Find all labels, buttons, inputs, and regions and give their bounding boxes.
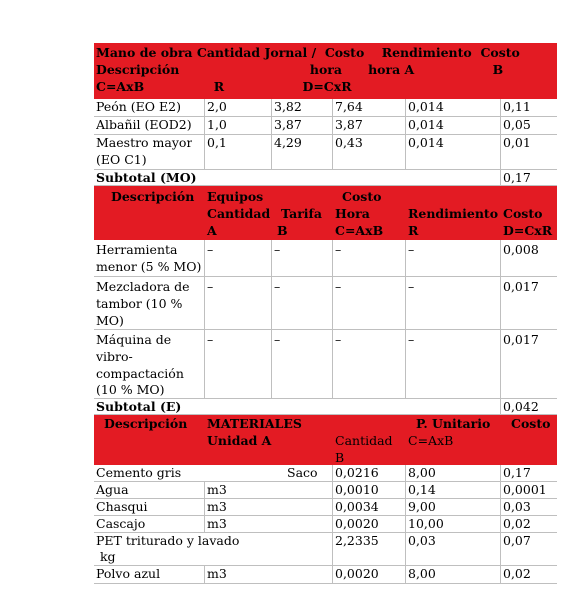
table-row xyxy=(94,135,557,170)
table-row xyxy=(94,277,557,330)
mat-qty: 0,0216 xyxy=(335,465,379,480)
table-row xyxy=(94,533,557,566)
equip-desc: Herramienta xyxy=(96,242,178,257)
mat-total: 0,17 xyxy=(503,465,531,480)
mat-desc: Chasqui xyxy=(96,499,148,514)
equip-desc: Máquina de xyxy=(96,332,172,347)
equip-c4: – xyxy=(408,332,415,347)
equip-subtotal-label: Subtotal (E) xyxy=(96,399,182,414)
mat-total: 0,02 xyxy=(503,516,531,531)
labor-costo: 7,64 xyxy=(335,99,363,114)
labor-jornal: 3,87 xyxy=(274,117,302,132)
labor-costo: 3,87 xyxy=(335,117,363,132)
equip-h-equipos: Equipos xyxy=(207,189,264,204)
mat-total: 0,07 xyxy=(503,533,531,548)
table-row xyxy=(94,482,557,499)
mat-unit: Saco xyxy=(287,465,318,480)
equip-h-hora: Hora xyxy=(335,206,370,221)
mat-h-punit: P. Unitario xyxy=(416,416,491,431)
mat-unit: m3 xyxy=(207,566,227,581)
equip-h-a: A xyxy=(207,223,217,238)
mat-price: 9,00 xyxy=(408,499,436,514)
mat-desc-line2: kg xyxy=(96,549,116,564)
mat-total: 0,03 xyxy=(503,499,531,514)
mat-h-b: B xyxy=(335,450,345,465)
mat-qty: 0,0020 xyxy=(335,516,379,531)
mat-h-materiales: MATERIALES xyxy=(207,416,302,431)
mat-unit: m3 xyxy=(207,499,227,514)
labor-total: 0,05 xyxy=(503,117,531,132)
mat-desc: Cascajo xyxy=(96,516,146,531)
equip-c3: – xyxy=(335,332,342,347)
mat-desc: Polvo azul xyxy=(96,566,161,581)
equip-desc-line3: MO) xyxy=(96,313,124,328)
labor-jornal: 4,29 xyxy=(274,135,302,150)
table-row xyxy=(94,117,557,135)
equipment-subtotal-row xyxy=(94,399,557,415)
labor-desc: Albañil (EOD2) xyxy=(96,117,192,132)
materials-header xyxy=(94,415,557,465)
equip-c2: – xyxy=(274,279,281,294)
equip-c4: – xyxy=(408,279,415,294)
table-row xyxy=(94,330,557,399)
mat-desc: PET triturado y lavado xyxy=(96,533,240,548)
mat-h-desc: Descripción xyxy=(104,416,188,431)
equip-h-tarifa: Tarifa xyxy=(281,206,323,221)
equip-h-costo2: Costo xyxy=(503,206,543,221)
labor-subtotal-row xyxy=(94,170,557,186)
mat-unit: m3 xyxy=(207,482,227,497)
equip-h-cab: C=AxB xyxy=(335,223,384,238)
labor-rend: 0,014 xyxy=(408,117,444,132)
mat-total: 0,02 xyxy=(503,566,531,581)
mat-total: 0,0001 xyxy=(503,482,547,497)
mat-desc: Cemento gris xyxy=(96,465,182,480)
mat-unit: m3 xyxy=(207,516,227,531)
mat-h-costo: Costo xyxy=(511,416,551,431)
table-row xyxy=(94,499,557,516)
mat-h-unidad: Unidad A xyxy=(207,433,272,448)
equip-c2: – xyxy=(274,332,281,347)
cost-table xyxy=(94,43,557,584)
equip-c3: – xyxy=(335,279,342,294)
mat-price: 0,03 xyxy=(408,533,436,548)
labor-costo: 0,43 xyxy=(335,135,363,150)
equip-h-dcr: D=CxR xyxy=(503,223,553,238)
labor-header-line2: Descripción hora hora A B xyxy=(96,62,504,77)
labor-subtotal-value: 0,17 xyxy=(503,170,531,185)
mat-price: 0,14 xyxy=(408,482,436,497)
equip-c3: – xyxy=(335,242,342,257)
equip-subtotal-value: 0,042 xyxy=(503,399,539,414)
equip-h-r: R xyxy=(408,223,419,238)
labor-cantidad: 0,1 xyxy=(207,135,227,150)
labor-jornal: 3,82 xyxy=(274,99,302,114)
equipment-header xyxy=(94,186,557,240)
mat-qty: 0,0034 xyxy=(335,499,379,514)
equip-c4: – xyxy=(408,242,415,257)
equip-desc-line3: compactación xyxy=(96,366,184,381)
equip-h-costo: Costo xyxy=(342,189,382,204)
equip-total: 0,017 xyxy=(503,279,539,294)
equip-h-desc: Descripción xyxy=(111,189,195,204)
labor-cantidad: 2,0 xyxy=(207,99,227,114)
equip-desc: Mezcladora de xyxy=(96,279,190,294)
mat-price: 10,00 xyxy=(408,516,444,531)
mat-price: 8,00 xyxy=(408,465,436,480)
labor-cantidad: 1,0 xyxy=(207,117,227,132)
labor-subtotal-label: Subtotal (MO) xyxy=(96,170,197,185)
mat-price: 8,00 xyxy=(408,566,436,581)
equip-total: 0,008 xyxy=(503,242,539,257)
equip-desc-line2: menor (5 % MO) xyxy=(96,259,202,274)
table-row xyxy=(94,516,557,533)
table-row xyxy=(94,566,557,584)
labor-total: 0,01 xyxy=(503,135,531,150)
labor-rend: 0,014 xyxy=(408,99,444,114)
equip-desc-line4: (10 % MO) xyxy=(96,382,165,397)
equip-c1: – xyxy=(207,279,214,294)
mat-qty: 0,0020 xyxy=(335,566,379,581)
equip-desc-line2: tambor (10 % xyxy=(96,296,183,311)
equip-c1: – xyxy=(207,242,214,257)
equip-total: 0,017 xyxy=(503,332,539,347)
equip-c2: – xyxy=(274,242,281,257)
equip-h-cantidad: Cantidad xyxy=(207,206,271,221)
equip-desc-line2: vibro- xyxy=(96,349,133,364)
labor-desc: Peón (EO E2) xyxy=(96,99,181,114)
table-row xyxy=(94,465,557,482)
labor-rend: 0,014 xyxy=(408,135,444,150)
labor-header-line3: C=AxB R D=CxR xyxy=(96,79,352,94)
labor-total: 0,11 xyxy=(503,99,531,114)
table-row xyxy=(94,240,557,277)
mat-desc: Agua xyxy=(96,482,129,497)
equip-h-b: B xyxy=(277,223,288,238)
mat-qty: 2,2335 xyxy=(335,533,379,548)
equip-c1: – xyxy=(207,332,214,347)
labor-desc-line2: (EO C1) xyxy=(96,152,147,167)
mat-h-cab: C=AxB xyxy=(408,433,454,448)
labor-desc: Maestro mayor xyxy=(96,135,193,150)
mat-qty: 0,0010 xyxy=(335,482,379,497)
equip-h-rend: Rendimiento xyxy=(408,206,499,221)
labor-header-line1: Mano de obra Cantidad Jornal / Costo Rendimiento Costo xyxy=(96,45,520,60)
labor-header xyxy=(94,43,557,99)
table-row xyxy=(94,99,557,117)
mat-h-cantidad: Cantidad xyxy=(335,433,393,448)
